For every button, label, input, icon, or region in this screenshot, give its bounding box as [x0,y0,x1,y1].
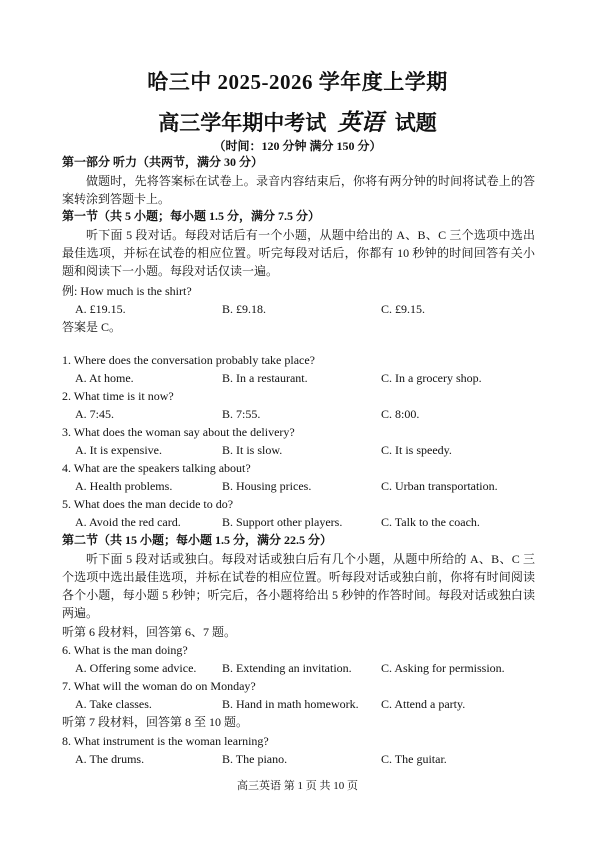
part1-instruction: 做题时，先将答案标在试卷上。录音内容结束后，你将有两分钟的时间将试卷上的答案转涂到答题卡上。 [62,174,535,206]
question-8: 8. What instrument is the woman learning? [62,734,269,748]
q4-option-b: B. Housing prices. [222,479,312,493]
q2-option-a: A. 7:45. [75,407,114,421]
q5-option-b: B. Support other players. [222,515,343,529]
section2-heading: 第二节（共 15 小题；每小题 1.5 分，满分 22.5 分） [62,533,333,547]
q1-option-b: B. In a restaurant. [222,371,308,385]
q1-option-a: A. At home. [75,371,134,385]
exam-title: 哈三中 2025-2026 学年度上学期 [147,70,448,94]
subject-name: 英语 [337,110,384,135]
q8-option-b: B. The piano. [222,752,288,766]
question-7: 7. What will the woman do on Monday? [62,679,256,693]
example-answer: 答案是 C。 [62,320,122,334]
question-6: 6. What is the man doing? [62,643,188,657]
material-7-note: 听第 7 段材料，回答第 8 至 10 题。 [62,715,249,729]
exam-meta: （时间：120 分钟 满分 150 分） [213,139,382,153]
question-3: 3. What does the woman say about the delivery? [62,425,295,439]
q8-option-c: C. The guitar. [381,752,447,766]
q1-option-c: C. In a grocery shop. [381,371,482,385]
q7-option-c: C. Attend a party. [381,697,466,711]
q6-option-a: A. Offering some advice. [75,661,197,675]
q4-option-c: C. Urban transportation. [381,479,498,493]
q6-option-c: C. Asking for permission. [381,661,505,675]
page-footer: 高三英语 第 1 页 共 10 页 [237,780,358,792]
subtitle-pre: 高三学年期中考试 [158,111,327,135]
q7-option-b: B. Hand in math homework. [222,697,359,711]
example-option-c: C. £9.15. [381,302,426,316]
q5-option-c: C. Talk to the coach. [381,515,480,529]
section1-heading: 第一节（共 5 小题；每小题 1.5 分，满分 7.5 分） [62,209,321,223]
q7-option-a: A. Take classes. [75,697,152,711]
material-6-note: 听第 6 段材料，回答第 6、7 题。 [62,625,237,639]
q4-option-a: A. Health problems. [75,479,173,493]
question-4: 4. What are the speakers talking about? [62,461,251,475]
q6-option-b: B. Extending an invitation. [222,661,352,675]
question-2: 2. What time is it now? [62,389,174,403]
exam-subtitle [0,104,595,137]
part1-heading: 第一部分 听力（共两节，满分 30 分） [62,155,264,169]
q2-option-b: B. 7:55. [222,407,261,421]
example-option-a: A. £19.15. [75,302,126,316]
q3-option-b: B. It is slow. [222,443,283,457]
q8-option-a: A. The drums. [75,752,145,766]
question-5: 5. What does the man decide to do? [62,497,234,511]
q3-option-c: C. It is speedy. [381,443,452,457]
section1-instruction: 听下面 5 段对话。每段对话后有一个小题，从题中给出的 A、B、C 三个选项中选出最佳选项，并标在试卷的相应位置。听完每段对话后，你都有 10 秒钟的时间回答有关小题和阅读下一小题。每段对话仅读一遍。 [62,228,535,278]
question-1: 1. Where does the conversation probably take place? [62,353,316,367]
example-option-b: B. £9.18. [222,302,267,316]
example-question: 例: How much is the shirt? [62,284,192,298]
subtitle-post: 试题 [394,111,437,135]
q3-option-a: A. It is expensive. [75,443,162,457]
section2-instruction: 听下面 5 段对话或独白。每段对话或独白后有几个小题，从题中所给的 A、B、C 三个选项中选出最佳选项，并标在试卷的相应位置。听每段对话或独白前，你将有时间阅读各个小题，每小题 5 秒钟；听完后，各小题将给出 5 秒钟的作答时间。每段对话或独白读两遍。 [62,552,535,620]
q5-option-a: A. Avoid the red card. [75,515,181,529]
q2-option-c: C. 8:00. [381,407,420,421]
